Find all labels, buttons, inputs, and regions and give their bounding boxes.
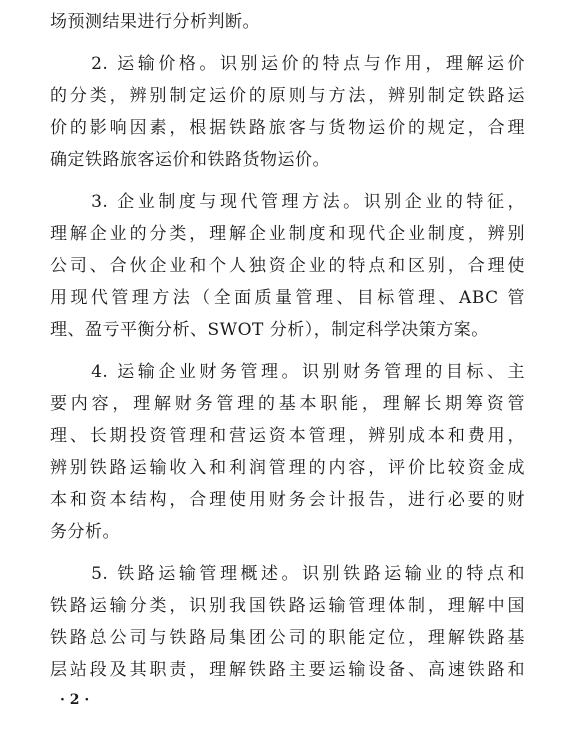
text-line: 用现代管理方法（全面质量管理、目标管理、ABC 管 — [50, 288, 525, 308]
text-line: 5. 铁路运输管理概述。识别铁路运输业的特点和 — [50, 564, 525, 584]
text-line: 场预测结果进行分析判断。 — [50, 12, 260, 32]
text-line: 理、盈亏平衡分析、SWOT 分析），制定科学决策方案。 — [50, 320, 489, 340]
text-line: 要内容，理解财务管理的基本职能，理解长期筹资管 — [50, 394, 525, 414]
document-body — [50, 6, 525, 686]
paragraph-1 — [50, 6, 525, 38]
text-line: 3. 企业制度与现代管理方法。识别企业的特征， — [50, 192, 525, 212]
paragraph-enterprise-system — [50, 186, 525, 346]
paragraph-financial-management — [50, 356, 525, 548]
text-line: 辨别铁路运输收入和利润管理的内容，评价比较资金成 — [50, 458, 525, 478]
text-line: 铁路总公司与铁路局集团公司的职能定位，理解铁路基 — [50, 628, 525, 648]
text-line: 理、长期投资管理和营运资本管理，辨别成本和费用， — [50, 426, 525, 446]
text-line: 价的影响因素，根据铁路旅客与货物运价的规定，合理 — [50, 118, 525, 138]
text-line: 务分析。 — [50, 522, 120, 542]
text-line: 的分类，辨别制定运价的原则与方法，辨别制定铁路运 — [50, 86, 525, 106]
page-number: · 2 · — [60, 692, 90, 708]
paragraph-transport-pricing — [50, 48, 525, 176]
text-line: 2. 运输价格。识别运价的特点与作用，理解运价 — [50, 54, 525, 74]
text-line: 4. 运输企业财务管理。识别财务管理的目标、主 — [50, 362, 525, 382]
text-line: 层站段及其职责，理解铁路主要运输设备、高速铁路和 — [50, 660, 525, 680]
paragraph-railway-overview — [50, 558, 525, 686]
text-line: 铁路运输分类，识别我国铁路运输管理体制，理解中国 — [50, 596, 525, 616]
text-line: 公司、合伙企业和个人独资企业的特点和区别，合理使 — [50, 256, 525, 276]
text-line: 本和资本结构，合理使用财务会计报告，进行必要的财 — [50, 490, 525, 510]
text-line: 理解企业的分类，理解企业制度和现代企业制度，辨别 — [50, 224, 525, 244]
text-line: 确定铁路旅客运价和铁路货物运价。 — [50, 150, 330, 170]
